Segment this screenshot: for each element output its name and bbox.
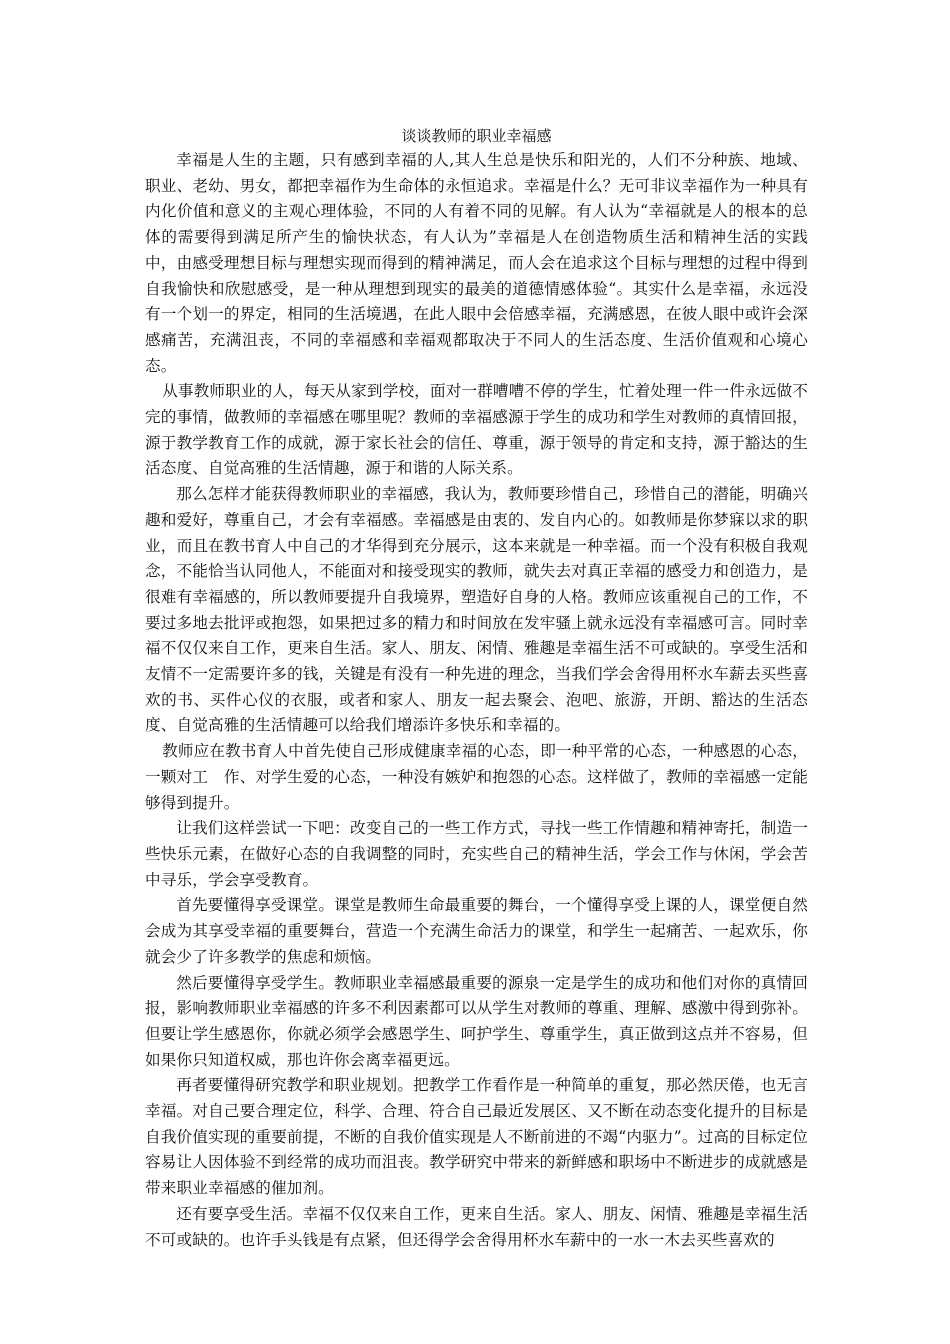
document-title: 谈谈教师的职业幸福感 [401,127,552,145]
paragraph-try: 让我们这样尝试一下吧：改变自己的一些工作方式，寻找一些工作情趣和精神寄托，制造一些快乐元素，在做好心态的自我调整的同时，充实些自己的精神生活，学会工作与休闲，学会苦中寻乐，学会享受教育。 [145,819,808,889]
document-body [145,124,808,1253]
paragraph-intro: 幸福是人生的主题，只有感到幸福的人,其人生总是快乐和阳光的，人们不分种族、地域、职业、老幼、男女，都把幸福作为生命体的永恒追求。幸福是什么？无可非议幸福作为一种具有内化价值和意义的主观心理体验，不同的人有着不同的见解。有人认为“幸福就是人的根本的总体的需要得到满足所产生的愉快状态，有人认为”幸福是人在创造物质生活和精神生活的实践中，由感受理想目标与理想实现而得到的精神满足，而人会在追求这个目标与理想的过程中得到自我愉快和欣慰感受，是一种从理想到现实的最美的道德情感体验“。其实什么是幸福，永远没有一个划一的界定，相同的生活境遇，在此人眼中会倍感幸福，充满感恩，在彼人眼中或许会深感痛苦，充满沮丧，不同的幸福感和幸福观都取决于不同人的生活态度、生活价值观和心境心态。 [145,151,808,375]
paragraph-teacher-career: 从事教师职业的人，每天从家到学校，面对一群嘈嘈不停的学生，忙着处理一件一件永远做不完的事情，做教师的幸福感在哪里呢？教师的幸福感源于学生的成功和学生对教师的真情回报，源于教学教育工作的成就，源于家长社会的信任、尊重，源于领导的肯定和支持，源于豁达的生活态度、自觉高雅的生活情趣，源于和谐的人际关系。 [145,382,808,478]
paragraph-classroom: 首先要懂得享受课堂。课堂是教师生命最重要的舞台，一个懂得享受上课的人，课堂便自然会成为其享受幸福的重要舞台，营造一个充满生命活力的课堂，和学生一起痛苦、一起欢乐，你就会少了许多教学的焦虑和烦恼。 [145,896,808,966]
paragraph-mindset: 教师应在教书育人中首先使自己形成健康幸福的心态，即一种平常的心态，一种感恩的心态，一颗对工 作、对学生爱的心态，一种没有嫉妒和抱怨的心态。这样做了，教师的幸福感一定能够得到提升。 [145,742,808,812]
paragraph-research: 再者要懂得研究教学和职业规划。把教学工作看作是一种简单的重复，那必然厌倦，也无言幸福。对自己要合理定位，科学、合理、符合自己最近发展区、又不断在动态变化提升的目标是自我价值实现的重要前提，不断的自我价值实现是人不断前进的不竭“内驱力”。过高的目标定位容易让人因体验不到经常的成功而沮丧。教学研究中带来的新鲜感和职场中不断进步的成就感是带来职业幸福感的催加剂。 [145,1076,808,1198]
paragraph-life: 还有要享受生活。幸福不仅仅来自工作，更来自生活。家人、朋友、闲情、雅趣是幸福生活不可或缺的。也许手头钱是有点紧，但还得学会舍得用杯水车薪中的一水一木去买些喜欢的 [145,1204,808,1249]
paragraph-how-to-gain: 那么怎样才能获得教师职业的幸福感，我认为，教师要珍惜自己，珍惜自己的潜能，明确兴趣和爱好，尊重自己，才会有幸福感。幸福感是由衷的、发自内心的。如教师是你梦寐以求的职业，而且在教书育人中自己的才华得到充分展示，这本来就是一种幸福。而一个没有积极自我观念，不能恰当认同他人，不能面对和接受现实的教师，就失去对真正幸福的感受力和创造力，是很难有幸福感的，所以教师要提升自我境界，塑造好自身的人格。教师应该重视自己的工作，不要过多地去批评或抱怨，如果把过多的精力和时间放在发牢骚上就永远没有幸福感可言。同时幸福不仅仅来自工作，更来自生活。家人、朋友、闲情、雅趣是幸福生活不可或缺的。享受生活和友情不一定需要许多的钱，关键是有没有一种先进的理念，当我们学会舍得用杯水车薪去买些喜欢的书、买件心仪的衣服，或者和家人、朋友一起去聚会、泡吧、旅游，开朗、豁达的生活态度、自觉高雅的生活情趣可以给我们增添许多快乐和幸福的。 [145,485,808,735]
paragraph-students: 然后要懂得享受学生。教师职业幸福感最重要的源泉一定是学生的成功和他们对你的真情回报，影响教师职业幸福感的许多不利因素都可以从学生对教师的尊重、理解、感激中得到弥补。但要让学生感恩你，你就必须学会感恩学生、呵护学生、尊重学生，真正做到这点并不容易，但如果你只知道权威，那也许你会离幸福更远。 [145,973,808,1069]
